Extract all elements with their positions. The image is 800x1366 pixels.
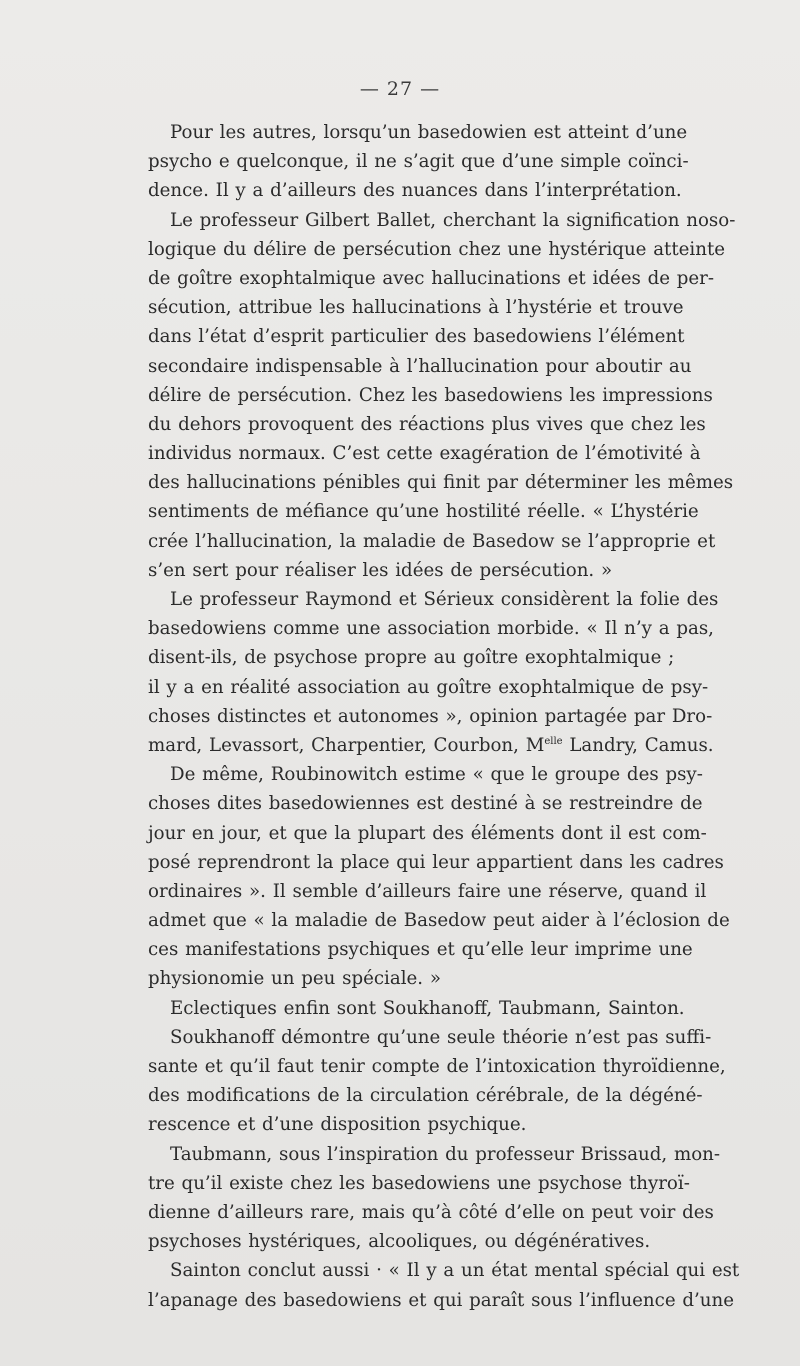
text-line: crée l’hallucination, la maladie de Basedow se l’approprie et [148, 530, 716, 552]
text-line: Soukhanoff démontre qu’une seule théorie n’est pas suffi- [170, 1026, 712, 1048]
text-line: ces manifestations psychiques et qu’elle leur imprime une [148, 939, 693, 961]
text-line: Le professeur Raymond et Sérieux considèrent la folie des [170, 589, 719, 610]
text-line: Le professeur Gilbert Ballet, cherchant la signification noso- [170, 209, 736, 231]
text-line: posé reprendront la place qui leur appartient dans les cadres [148, 851, 724, 873]
text-line: délire de persécution. Chez les basedowiens les impressions [148, 384, 713, 406]
text-line: individus normaux. C’est cette exagération de l’émotivité à [148, 443, 701, 465]
text-line: sécution, attribue les hallucinations à l’hystérie et trouve [148, 297, 684, 319]
text-line: psycho e quelconque, il ne s’agit que d’une simple coïnci- [148, 151, 689, 173]
text-line: l’apanage des basedowiens et qui paraît sous l’influence d’une [148, 1289, 734, 1311]
text-line: Pour les autres, lorsqu’un basedowien est atteint d’une [170, 122, 688, 143]
text-line: des modifications de la circulation cérébrale, de la dégéné- [148, 1085, 703, 1107]
text-line: choses distinctes et autonomes », opinion partagée par Dro- [148, 705, 713, 727]
text-line: choses dites basedowiennes est destiné à se restreindre de [148, 793, 703, 815]
text-line: du dehors provoquent des réactions plus vives que chez les [148, 413, 706, 435]
text-line: sentiments de méfiance qu’une hostilité réelle. « L’hystérie [148, 501, 699, 523]
text-line: Sainton conclut aussi · « Il y a un état mental spécial qui est [170, 1260, 740, 1282]
text-line: jour en jour, et que la plupart des éléments dont il est com- [148, 822, 707, 844]
text-line: s’en sert pour réaliser les idées de persécution. » [148, 559, 613, 581]
text-line [148, 731, 714, 760]
text-line: basedowiens comme une association morbide. « Il n’y a pas, [148, 618, 714, 640]
text-line: psychoses hystériques, alcooliques, ou dégénératives. [148, 1231, 651, 1253]
text-segment: Landry, Camus. [562, 734, 714, 756]
text-line: secondaire indispensable à l’hallucination pour aboutir au [148, 355, 692, 377]
text-line: des hallucinations pénibles qui finit par déterminer les mêmes [148, 472, 734, 494]
text-line: ordinaires ». Il semble d’ailleurs faire une réserve, quand il [148, 880, 707, 902]
text-line: Taubmann, sous l’inspiration du professeur Brissaud, mon- [170, 1143, 721, 1165]
page-number: — 27 — [359, 78, 441, 100]
body-text [148, 118, 740, 1315]
text-line: dienne d’ailleurs rare, mais qu’à côté d’elle on peut voir des [148, 1201, 714, 1223]
text-segment: mard, Levassort, Charpentier, Courbon, M [148, 734, 545, 756]
text-line: dans l’état d’esprit particulier des basedowiens l’élément [148, 326, 685, 348]
text-line: dence. Il y a d’ailleurs des nuances dans l’interprétation. [148, 180, 682, 202]
text-line: tre qu’il existe chez les basedowiens une psychose thyroï- [148, 1172, 690, 1194]
text-line: admet que « la maladie de Basedow peut aider à l’éclosion de [148, 910, 730, 932]
text-line: Eclectiques enfin sont Soukhanoff, Taubmann, Sainton. [170, 997, 685, 1019]
text-line: sante et qu’il faut tenir compte de l’intoxication thyroïdienne, [148, 1056, 726, 1077]
text-line: logique du délire de persécution chez une hystérique atteinte [148, 238, 726, 260]
text-line: disent-ils, de psychose propre au goître exophtalmique ; [148, 647, 675, 669]
text-line: rescence et d’une disposition psychique. [148, 1114, 527, 1136]
text-line: il y a en réalité association au goître exophtalmique de psy- [148, 676, 709, 698]
text-line: physionomie un peu spéciale. » [148, 968, 441, 990]
superscript: elle [544, 735, 563, 747]
text-line: De même, Roubinowitch estime « que le groupe des psy- [170, 764, 703, 786]
text-line: de goître exophtalmique avec hallucinations et idées de per- [148, 267, 715, 289]
